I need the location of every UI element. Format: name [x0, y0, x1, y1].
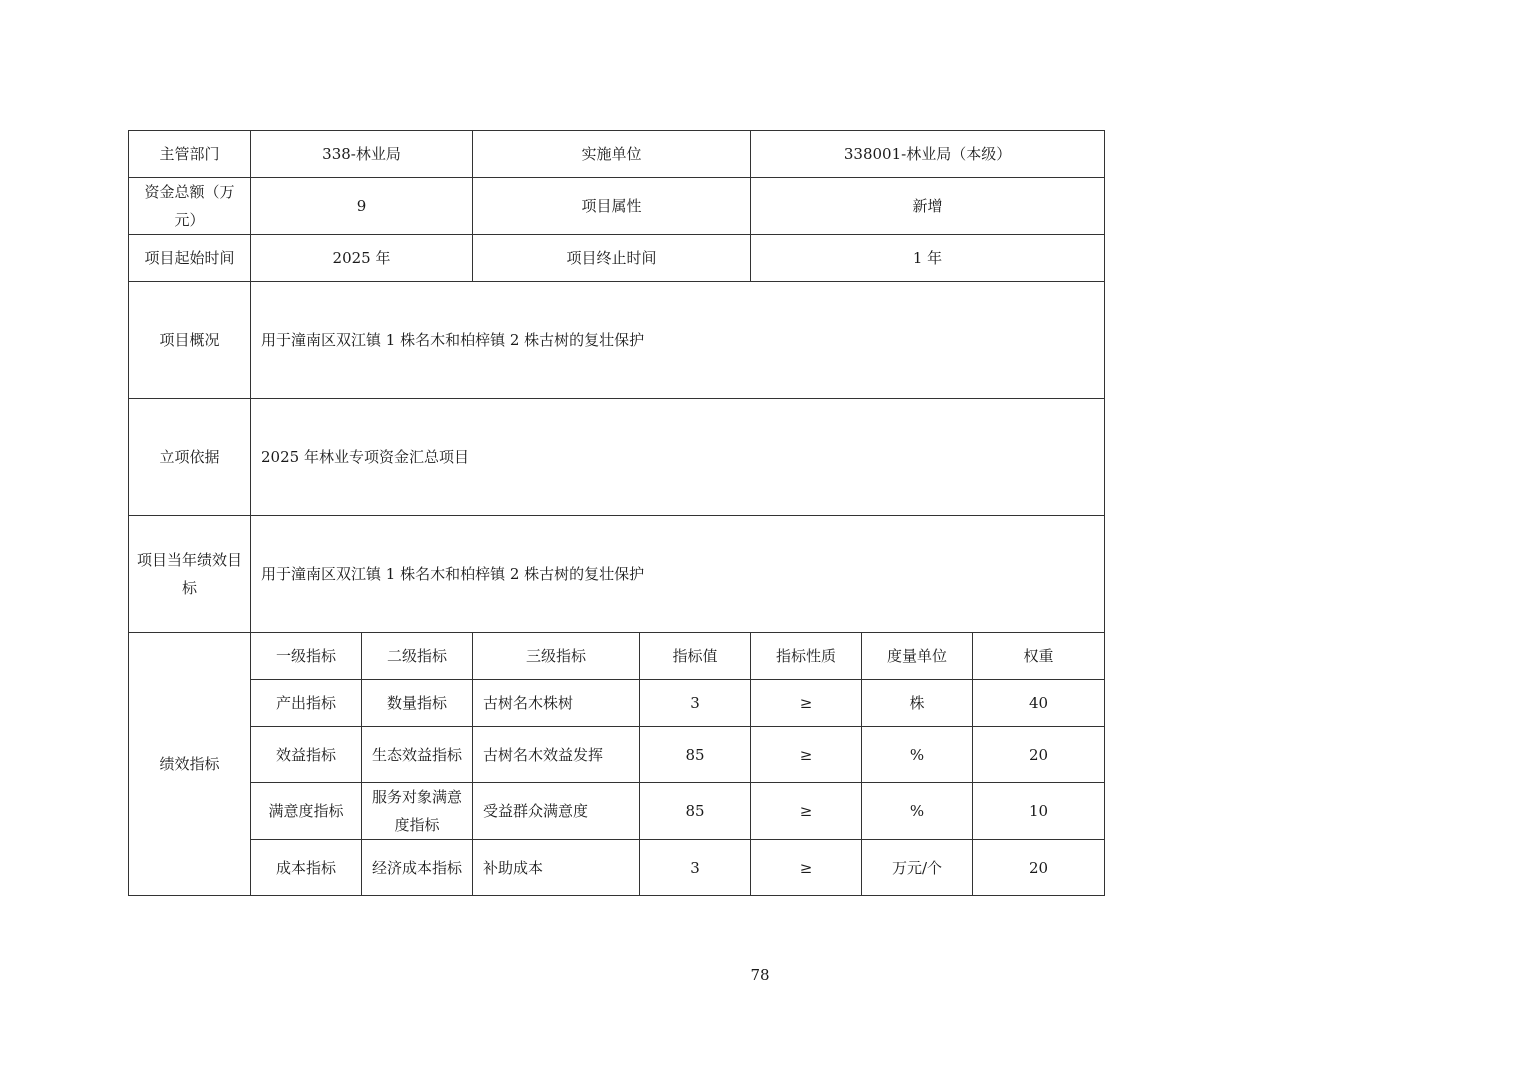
- indicator-header-row: [129, 633, 1105, 680]
- goal-label: 项目当年绩效目标: [129, 516, 251, 633]
- overview-label: 项目概况: [129, 282, 251, 399]
- indicator-row: [129, 783, 1105, 840]
- nature-cell: ≥: [751, 727, 862, 783]
- row-department: [129, 131, 1105, 178]
- fund-value: 9: [251, 178, 473, 235]
- goal-value: 用于潼南区双江镇 1 株名木和柏梓镇 2 株古树的复壮保护: [251, 516, 1105, 633]
- unit-label: 实施单位: [473, 131, 751, 178]
- dept-label: 主管部门: [129, 131, 251, 178]
- start-value: 2025 年: [251, 235, 473, 282]
- unit-cell: %: [862, 783, 973, 840]
- weight-cell: 20: [973, 727, 1105, 783]
- header-level2: 二级指标: [362, 633, 473, 680]
- header-level1: 一级指标: [251, 633, 362, 680]
- unit-cell: 株: [862, 680, 973, 727]
- level1-cell: 效益指标: [251, 727, 362, 783]
- header-nature: 指标性质: [751, 633, 862, 680]
- level2-cell: 生态效益指标: [362, 727, 473, 783]
- nature-cell: ≥: [751, 680, 862, 727]
- row-goal: [129, 516, 1105, 633]
- unit-cell: 万元/个: [862, 840, 973, 896]
- level3-cell: 补助成本: [473, 840, 640, 896]
- level1-cell: 成本指标: [251, 840, 362, 896]
- row-basis: [129, 399, 1105, 516]
- header-value: 指标值: [640, 633, 751, 680]
- attr-value: 新增: [751, 178, 1105, 235]
- row-overview: [129, 282, 1105, 399]
- level3-cell: 古树名木效益发挥: [473, 727, 640, 783]
- weight-cell: 40: [973, 680, 1105, 727]
- header-weight: 权重: [973, 633, 1105, 680]
- value-cell: 3: [640, 840, 751, 896]
- nature-cell: ≥: [751, 783, 862, 840]
- attr-label: 项目属性: [473, 178, 751, 235]
- unit-cell: %: [862, 727, 973, 783]
- indicator-row: [129, 840, 1105, 896]
- weight-cell: 20: [973, 840, 1105, 896]
- start-label: 项目起始时间: [129, 235, 251, 282]
- value-cell: 85: [640, 783, 751, 840]
- nature-cell: ≥: [751, 840, 862, 896]
- value-cell: 85: [640, 727, 751, 783]
- dept-value: 338-林业局: [251, 131, 473, 178]
- end-value: 1 年: [751, 235, 1105, 282]
- header-unit: 度量单位: [862, 633, 973, 680]
- indicator-section-label: 绩效指标: [129, 633, 251, 896]
- basis-label: 立项依据: [129, 399, 251, 516]
- basis-value: 2025 年林业专项资金汇总项目: [251, 399, 1105, 516]
- level1-cell: 产出指标: [251, 680, 362, 727]
- project-performance-table: [128, 130, 1105, 896]
- header-level3: 三级指标: [473, 633, 640, 680]
- page-number: 78: [750, 966, 770, 984]
- value-cell: 3: [640, 680, 751, 727]
- weight-cell: 10: [973, 783, 1105, 840]
- level3-cell: 古树名木株树: [473, 680, 640, 727]
- row-period: [129, 235, 1105, 282]
- row-fund: [129, 178, 1105, 235]
- level1-cell: 满意度指标: [251, 783, 362, 840]
- level3-cell: 受益群众满意度: [473, 783, 640, 840]
- indicator-row: [129, 680, 1105, 727]
- level2-cell: 经济成本指标: [362, 840, 473, 896]
- level2-cell: 服务对象满意度指标: [362, 783, 473, 840]
- indicator-row: [129, 727, 1105, 783]
- unit-value: 338001-林业局（本级）: [751, 131, 1105, 178]
- overview-value: 用于潼南区双江镇 1 株名木和柏梓镇 2 株古树的复壮保护: [251, 282, 1105, 399]
- fund-label: 资金总额（万元）: [129, 178, 251, 235]
- level2-cell: 数量指标: [362, 680, 473, 727]
- end-label: 项目终止时间: [473, 235, 751, 282]
